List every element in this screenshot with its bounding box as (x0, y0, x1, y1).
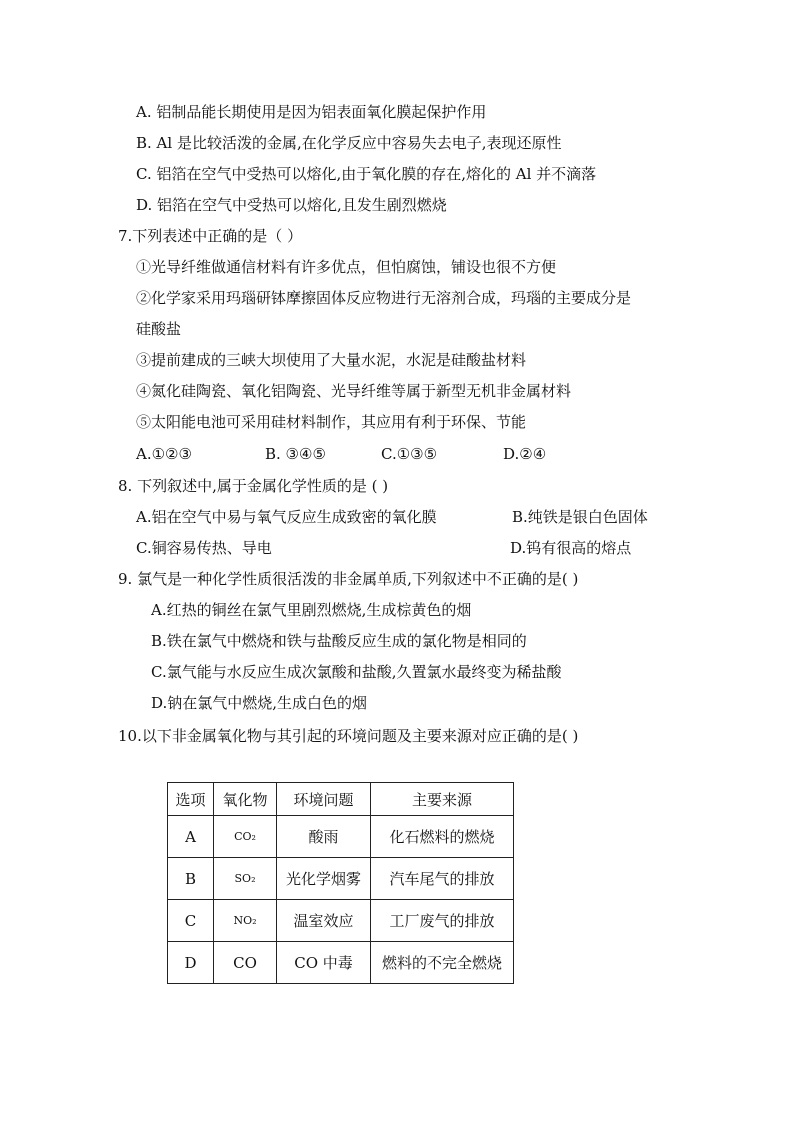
table-header-row (168, 783, 514, 816)
cell-issue: CO 中毒 (277, 942, 371, 984)
q7-item-2: ②化学家采用玛瑙研钵摩擦固体反应物进行无溶剂合成，玛瑙的主要成分是 (136, 289, 632, 307)
q7-stem: 7.下列表述中正确的是（ ） (118, 227, 303, 245)
q7-item-3: ③提前建成的三峡大坝使用了大量水泥，水泥是硅酸盐材料 (136, 351, 527, 369)
table-row (168, 900, 514, 942)
q9-option-a: A.红热的铜丝在氯气里剧烈燃烧,生成棕黄色的烟 (151, 601, 472, 619)
table-row (168, 942, 514, 984)
cell-option: D (168, 942, 214, 984)
cell-source: 工厂废气的排放 (371, 900, 514, 942)
q10-table (167, 782, 514, 984)
q9-option-b: B.铁在氯气中燃烧和铁与盐酸反应生成的氯化物是相同的 (151, 632, 527, 650)
q6-option-a: A. 铝制品能长期使用是因为铝表面氧化膜起保护作用 (136, 103, 487, 121)
q8-row-cd (0, 538, 794, 558)
q7-item-1: ①光导纤维做通信材料有许多优点，但怕腐蚀，铺设也很不方便 (136, 258, 557, 276)
q7-choice-c: C.①③⑤ (381, 445, 438, 463)
cell-issue: 温室效应 (277, 900, 371, 942)
q9-stem: 9. 氯气是一种化学性质很活泼的非金属单质,下列叙述中不正确的是( ) (118, 570, 579, 588)
q8-option-a: A.铝在空气中易与氧气反应生成致密的氧化膜 (136, 508, 437, 526)
q8-option-d: D.钨有很高的熔点 (510, 539, 632, 557)
q8-option-b: B.纯铁是银白色固体 (512, 508, 648, 526)
cell-option: C (168, 900, 214, 942)
cell-oxide: CO (214, 942, 277, 984)
q7-item-4: ④氮化硅陶瓷、氧化铝陶瓷、光导纤维等属于新型无机非金属材料 (136, 382, 572, 400)
q6-option-b: B. Al 是比较活泼的金属,在化学反应中容易失去电子,表现还原性 (136, 134, 562, 152)
q8-stem: 8. 下列叙述中,属于金属化学性质的是 ( ) (118, 477, 389, 495)
q9-option-d: D.钠在氯气中燃烧,生成白色的烟 (151, 694, 368, 712)
cell-source: 汽车尾气的排放 (371, 858, 514, 900)
q6-option-d: D. 铝箔在空气中受热可以熔化,且发生剧烈燃烧 (136, 196, 447, 214)
q7-choice-b: B. ③④⑤ (265, 445, 326, 463)
header-option: 选项 (168, 783, 214, 816)
q8-row-ab (0, 507, 794, 527)
q10-stem: 10.以下非金属氧化物与其引起的环境问题及主要来源对应正确的是( ) (118, 727, 579, 745)
q9-option-c: C.氯气能与水反应生成次氯酸和盐酸,久置氯水最终变为稀盐酸 (151, 663, 562, 681)
q7-item-2-continued: 硅酸盐 (136, 320, 182, 338)
header-oxide: 氧化物 (214, 783, 277, 816)
cell-issue: 酸雨 (277, 816, 371, 858)
header-main-source: 主要来源 (371, 783, 514, 816)
q7-item-5: ⑤太阳能电池可采用硅材料制作，其应用有利于环保、节能 (136, 413, 527, 431)
q8-option-c: C.铜容易传热、导电 (136, 539, 272, 557)
cell-option: B (168, 858, 214, 900)
q6-option-c: C. 铝箔在空气中受热可以熔化,由于氧化膜的存在,熔化的 Al 并不滴落 (136, 165, 597, 183)
cell-issue: 光化学烟雾 (277, 858, 371, 900)
cell-oxide: SO₂ (214, 858, 277, 900)
cell-oxide: CO₂ (214, 816, 277, 858)
table-row (168, 816, 514, 858)
table-row (168, 858, 514, 900)
q7-choice-a: A.①②③ (136, 445, 192, 463)
header-environment-issue: 环境问题 (277, 783, 371, 816)
cell-option: A (168, 816, 214, 858)
cell-source: 化石燃料的燃烧 (371, 816, 514, 858)
cell-source: 燃料的不完全燃烧 (371, 942, 514, 984)
q7-choices (0, 444, 794, 464)
q7-choice-d: D.②④ (503, 445, 547, 463)
cell-oxide: NO₂ (214, 900, 277, 942)
